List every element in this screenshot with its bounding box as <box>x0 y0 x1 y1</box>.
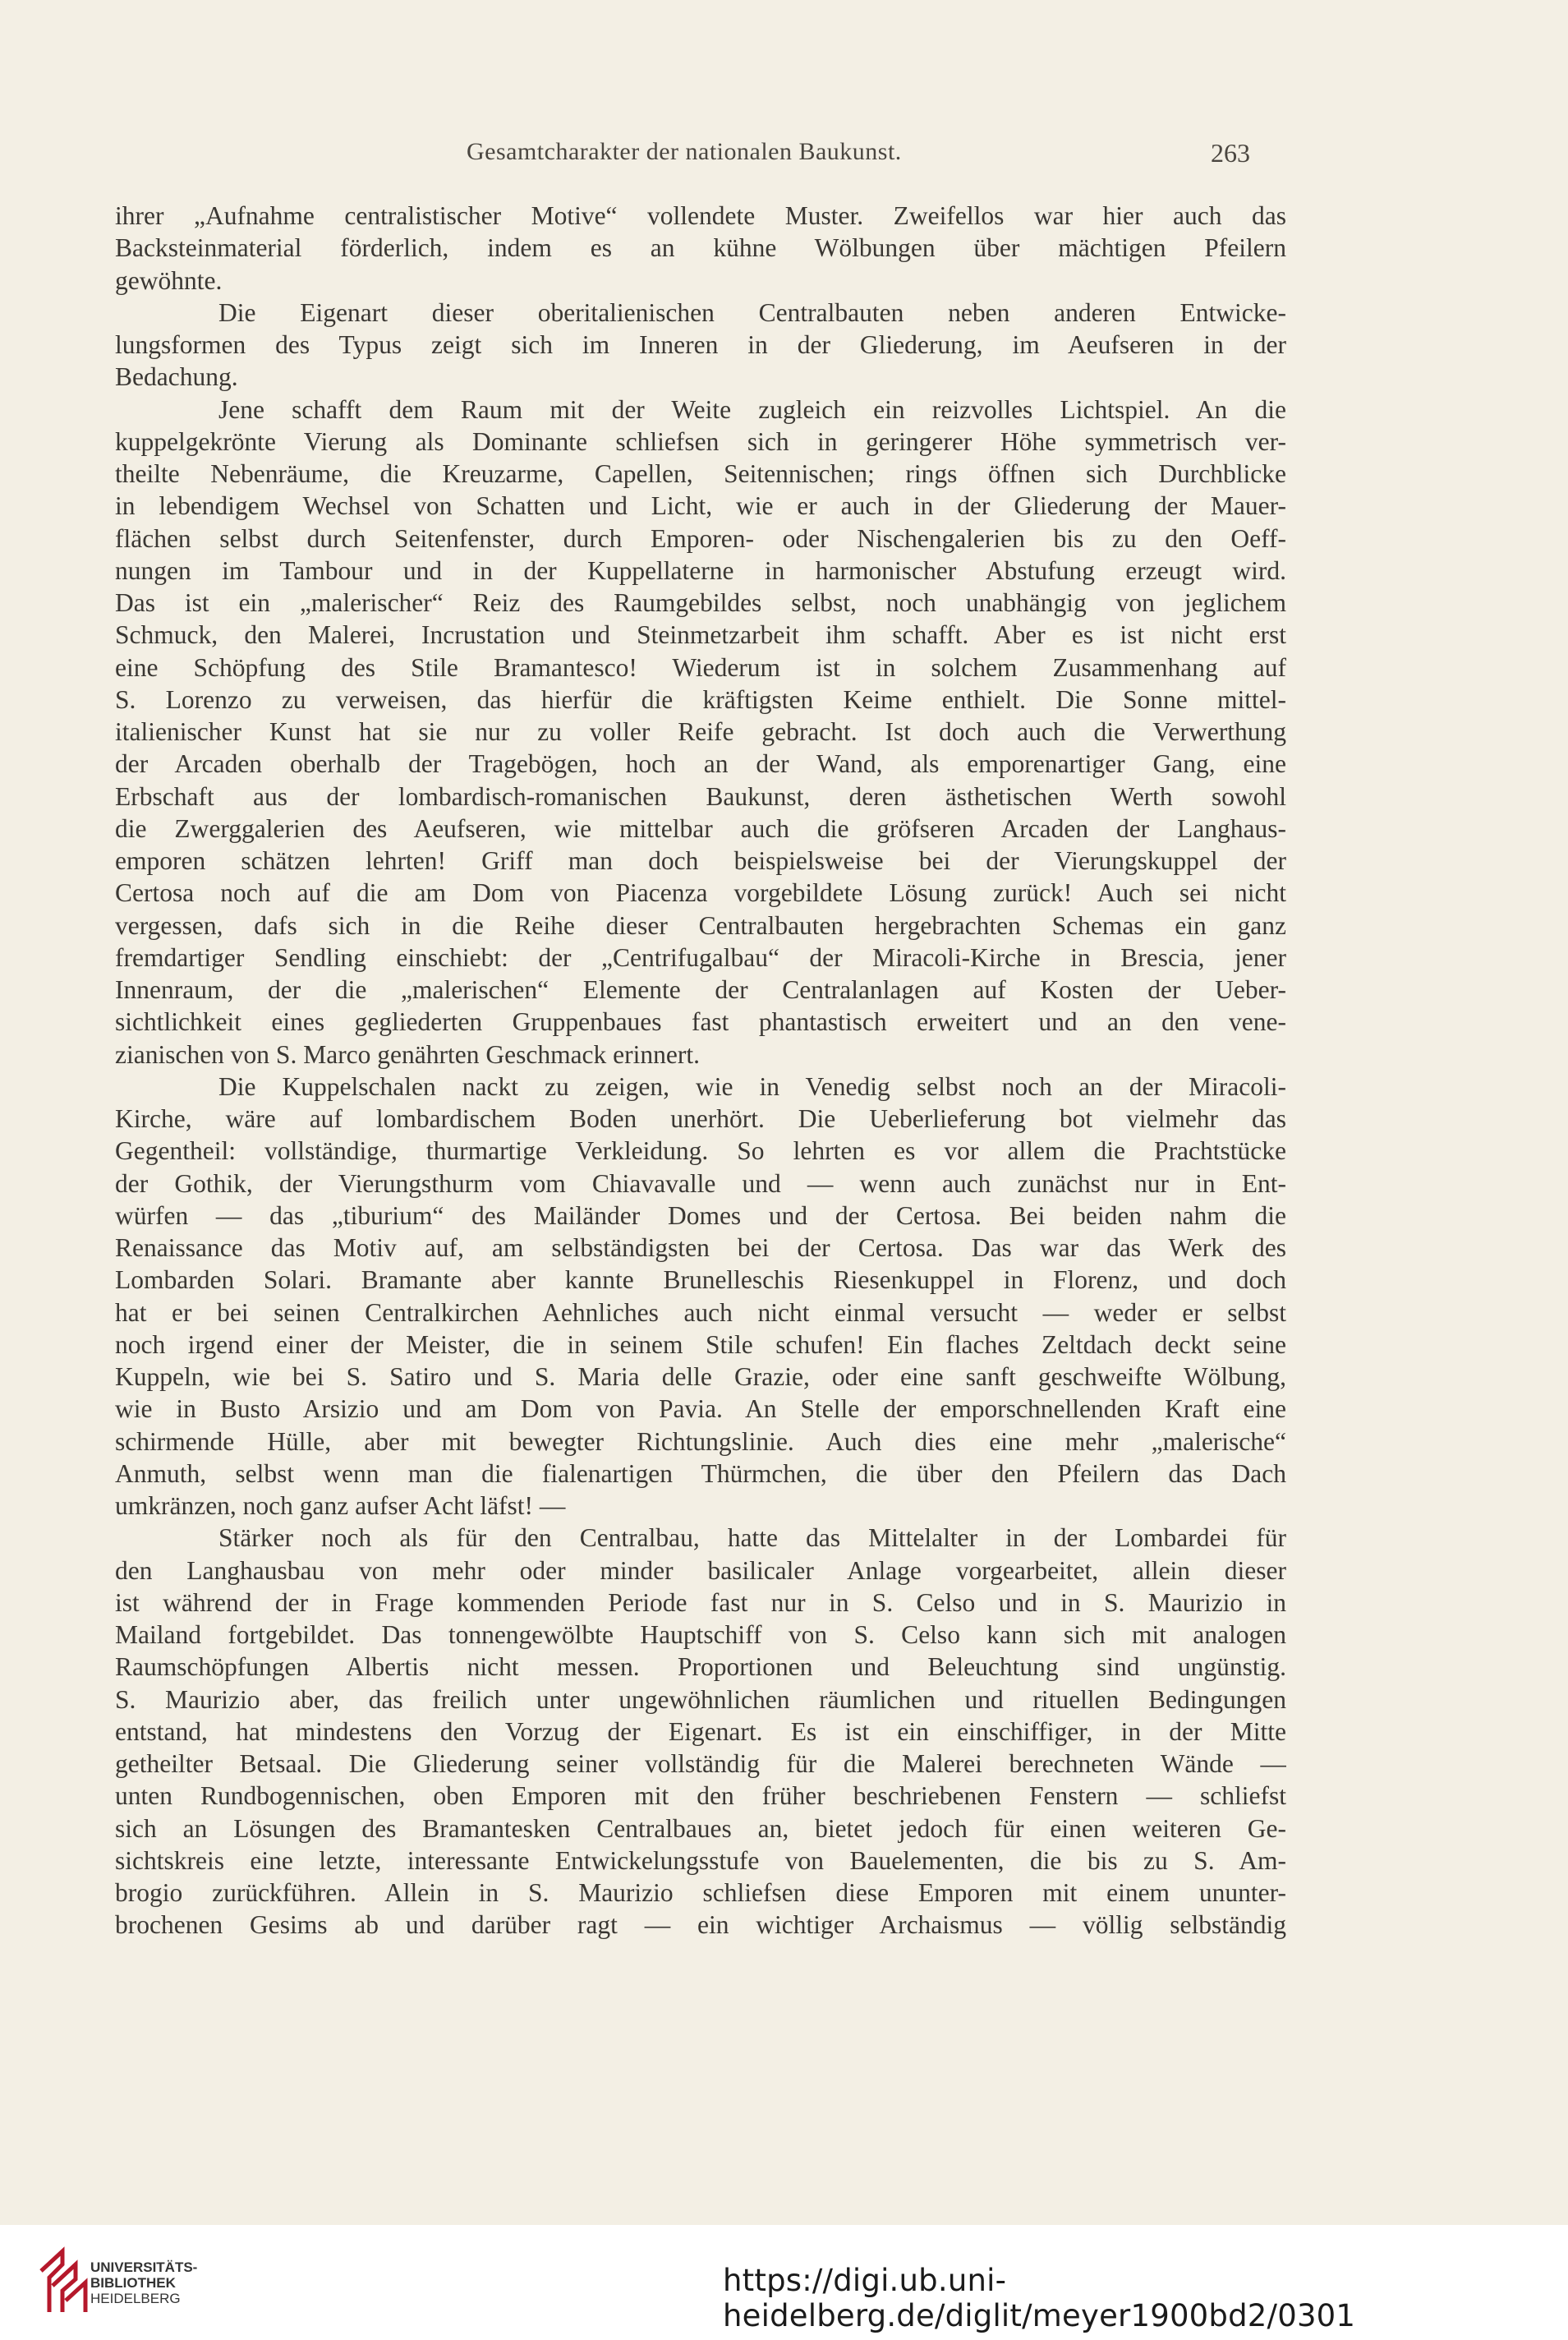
text-line: Die Eigenart dieser oberitalienischen Centralbauten neben anderen Entwicke- <box>218 297 1286 327</box>
text-line: ist während der in Frage kommenden Periode fast nur in S. Celso und in S. Maurizio in <box>115 1587 1286 1617</box>
text-line: ihrer „Aufnahme centralistischer Motive“ vollendete Muster. Zweifellos war hier auch das <box>115 201 1286 230</box>
library-name-line: HEIDELBERG <box>90 2291 181 2306</box>
text-line: Schmuck, den Malerei, Incrustation und Steinmetzarbeit ihm schafft. Aber es ist nicht erst <box>115 620 1286 650</box>
text-line: Kirche, wäre auf lombardischem Boden unerhört. Die Ueberlieferung bot vielmehr das <box>115 1104 1286 1133</box>
text-line: sich an Lösungen des Bramantesken Centralbaues an, bietet jedoch für einen weiteren Ge- <box>115 1813 1286 1843</box>
text-line: italienischer Kunst hat sie nur zu voller Reife gebracht. Ist doch auch die Verwerthung <box>115 717 1286 746</box>
text-line: theilte Nebenräume, die Kreuzarme, Capellen, Seitennischen; rings öffnen sich Durchblicke <box>115 459 1286 488</box>
text-line: gewöhnte. <box>115 265 223 295</box>
text-line: S. Lorenzo zu verweisen, das hierfür die kräftigsten Keime enthielt. Die Sonne mittel- <box>115 684 1286 714</box>
text-line: Kuppeln, wie bei S. Satiro und S. Maria delle Grazie, oder eine sanft geschweifte Wölbung, <box>115 1362 1286 1391</box>
library-name-line: BIBLIOTHEK <box>90 2275 176 2291</box>
text-line: entstand, hat mindestens den Vorzug der Eigenart. Es ist ein einschiffiger, in der Mitte <box>115 1716 1286 1746</box>
text-line: kuppelgekrönte Vierung als Dominante schliefsen sich in geringerer Höhe symmetrisch ver- <box>115 426 1286 456</box>
text-line: vergessen, dafs sich in die Reihe dieser Centralbauten hergebrachten Schemas ein ganz <box>115 910 1286 940</box>
text-line: Anmuth, selbst wenn man die fialenartigen Thürmchen, die über den Pfeilern das Dach <box>115 1458 1286 1488</box>
text-line: sichtskreis eine letzte, interessante Entwickelungsstufe von Bauelementen, die bis zu S. Am- <box>115 1845 1286 1875</box>
text-line: hat er bei seinen Centralkirchen Aehnliches auch nicht einmal versucht — weder er selbst <box>115 1297 1286 1327</box>
text-line: unten Rundbogennischen, oben Emporen mit den früher beschriebenen Fenstern — schliefst <box>115 1781 1286 1811</box>
text-line: S. Maurizio aber, das freilich unter ungewöhnlichen räumlichen und rituellen Bedingungen <box>115 1684 1286 1714</box>
text-line: Das ist ein „malerischer“ Reiz des Raumgebildes selbst, noch unabhängig von jeglichem <box>115 588 1286 617</box>
text-line: emporen schätzen lehrten! Griff man doch beispielsweise bei der Vierungskuppel der <box>115 846 1286 875</box>
text-line: Jene schafft dem Raum mit der Weite zugleich ein reizvolles Lichtspiel. An die <box>218 394 1286 424</box>
text-line: die Zwerggalerien des Aeufseren, wie mittelbar auch die gröfseren Arcaden der Langhaus- <box>115 813 1286 843</box>
text-line: wie in Busto Arsizio und am Dom von Pavia. An Stelle der emporschnellenden Kraft eine <box>115 1394 1286 1424</box>
text-line: fremdartiger Sendling einschiebt: der „Centrifugalbau“ der Miracoli-Kirche in Brescia, jener <box>115 942 1286 972</box>
text-line: eine Schöpfung des Stile Bramantesco! Wiederum ist in solchem Zusammenhang auf <box>115 652 1286 682</box>
text-line: brogio zurückführen. Allein in S. Maurizio schliefsen diese Emporen mit einem ununter- <box>115 1878 1286 1907</box>
text-line: Mailand fortgebildet. Das tonnengewölbte Hauptschiff von S. Celso kann sich mit analogen <box>115 1620 1286 1649</box>
footer-bar <box>0 2225 1568 2340</box>
page-number: 263 <box>1211 138 1250 168</box>
text-line: Lombarden Solari. Bramante aber kannte Brunelleschis Riesenkuppel in Florenz, und doch <box>115 1265 1286 1295</box>
text-line: Gegentheil: vollständige, thurmartige Verkleidung. So lehrten es vor allem die Prachtstücke <box>115 1136 1286 1166</box>
text-line: Stärker noch als für den Centralbau, hatte das Mittelalter in der Lombardei für <box>218 1523 1286 1553</box>
text-line: der Arcaden oberhalb der Tragebögen, hoch an der Wand, als emporenartiger Gang, eine <box>115 749 1286 779</box>
text-line: schirmende Hülle, aber mit bewegter Richtungslinie. Auch dies eine mehr „malerische“ <box>115 1426 1286 1456</box>
text-line: den Langhausbau von mehr oder minder basilicaler Anlage vorgearbeitet, allein dieser <box>115 1555 1286 1585</box>
text-line: noch irgend einer der Meister, die in seinem Stile schufen! Ein flaches Zeltdach deckt seine <box>115 1329 1286 1359</box>
text-line: nungen im Tambour und in der Kuppellaterne in harmonischer Abstufung erzeugt wird. <box>115 555 1286 585</box>
text-line: Raumschöpfungen Albertis nicht messen. Proportionen und Beleuchtung sind ungünstig. <box>115 1652 1286 1682</box>
text-line: lungsformen des Typus zeigt sich im Inneren in der Gliederung, im Aeufseren in der <box>115 330 1286 359</box>
text-line: zianischen von S. Marco genährten Geschmack erinnert. <box>115 1039 700 1069</box>
text-line: Certosa noch auf die am Dom von Piacenza vorgebildete Lösung zurück! Auch sei nicht <box>115 878 1286 908</box>
library-name <box>90 2259 197 2306</box>
library-logo-icon <box>34 2246 90 2317</box>
text-line: Backsteinmaterial förderlich, indem es an kühne Wölbungen über mächtigen Pfeilern <box>115 233 1286 263</box>
text-line: umkränzen, noch ganz aufser Acht läfst! — <box>115 1491 566 1520</box>
text-line: Bedachung. <box>115 362 238 392</box>
text-line: flächen selbst durch Seitenfenster, durch Emporen- oder Nischengalerien bis zu den Oeff- <box>115 523 1286 553</box>
text-line: Innenraum, der die „malerischen“ Elemente der Centralanlagen auf Kosten der Ueber- <box>115 975 1286 1004</box>
text-line: getheilter Betsaal. Die Gliederung seiner vollständig für die Malerei berechneten Wände — <box>115 1749 1286 1778</box>
text-line: brochenen Gesims ab und darüber ragt — ein wichtiger Archaismus — völlig selbständig <box>115 1910 1286 1940</box>
body-text <box>115 200 1286 1942</box>
text-line: Erbschaft aus der lombardisch-romanischen Baukunst, deren ästhetischen Werth sowohl <box>115 781 1286 811</box>
library-name-line: UNIVERSITÄTS- <box>90 2259 198 2275</box>
text-line: Renaissance das Motiv auf, am selbständigsten bei der Certosa. Das war das Werk des <box>115 1233 1286 1262</box>
running-head: Gesamtcharakter der nationalen Baukunst. <box>467 138 902 165</box>
text-line: würfen — das „tiburium“ des Mailänder Domes und der Certosa. Bei beiden nahm die <box>115 1200 1286 1230</box>
text-line: in lebendigem Wechsel von Schatten und Licht, wie er auch in der Gliederung der Mauer- <box>115 491 1286 521</box>
source-url[interactable]: https://digi.ub.uni-heidelberg.de/diglit/meyer1900bd2/0301 <box>723 2263 1356 2333</box>
text-line: der Gothik, der Vierungsthurm vom Chiavavalle und — wenn auch zunächst nur in Ent- <box>115 1168 1286 1198</box>
text-line: Die Kuppelschalen nackt zu zeigen, wie in Venedig selbst noch an der Miracoli- <box>218 1071 1286 1101</box>
text-line: sichtlichkeit eines gegliederten Gruppenbaues fast phantastisch erweitert und an den vene- <box>115 1007 1286 1037</box>
